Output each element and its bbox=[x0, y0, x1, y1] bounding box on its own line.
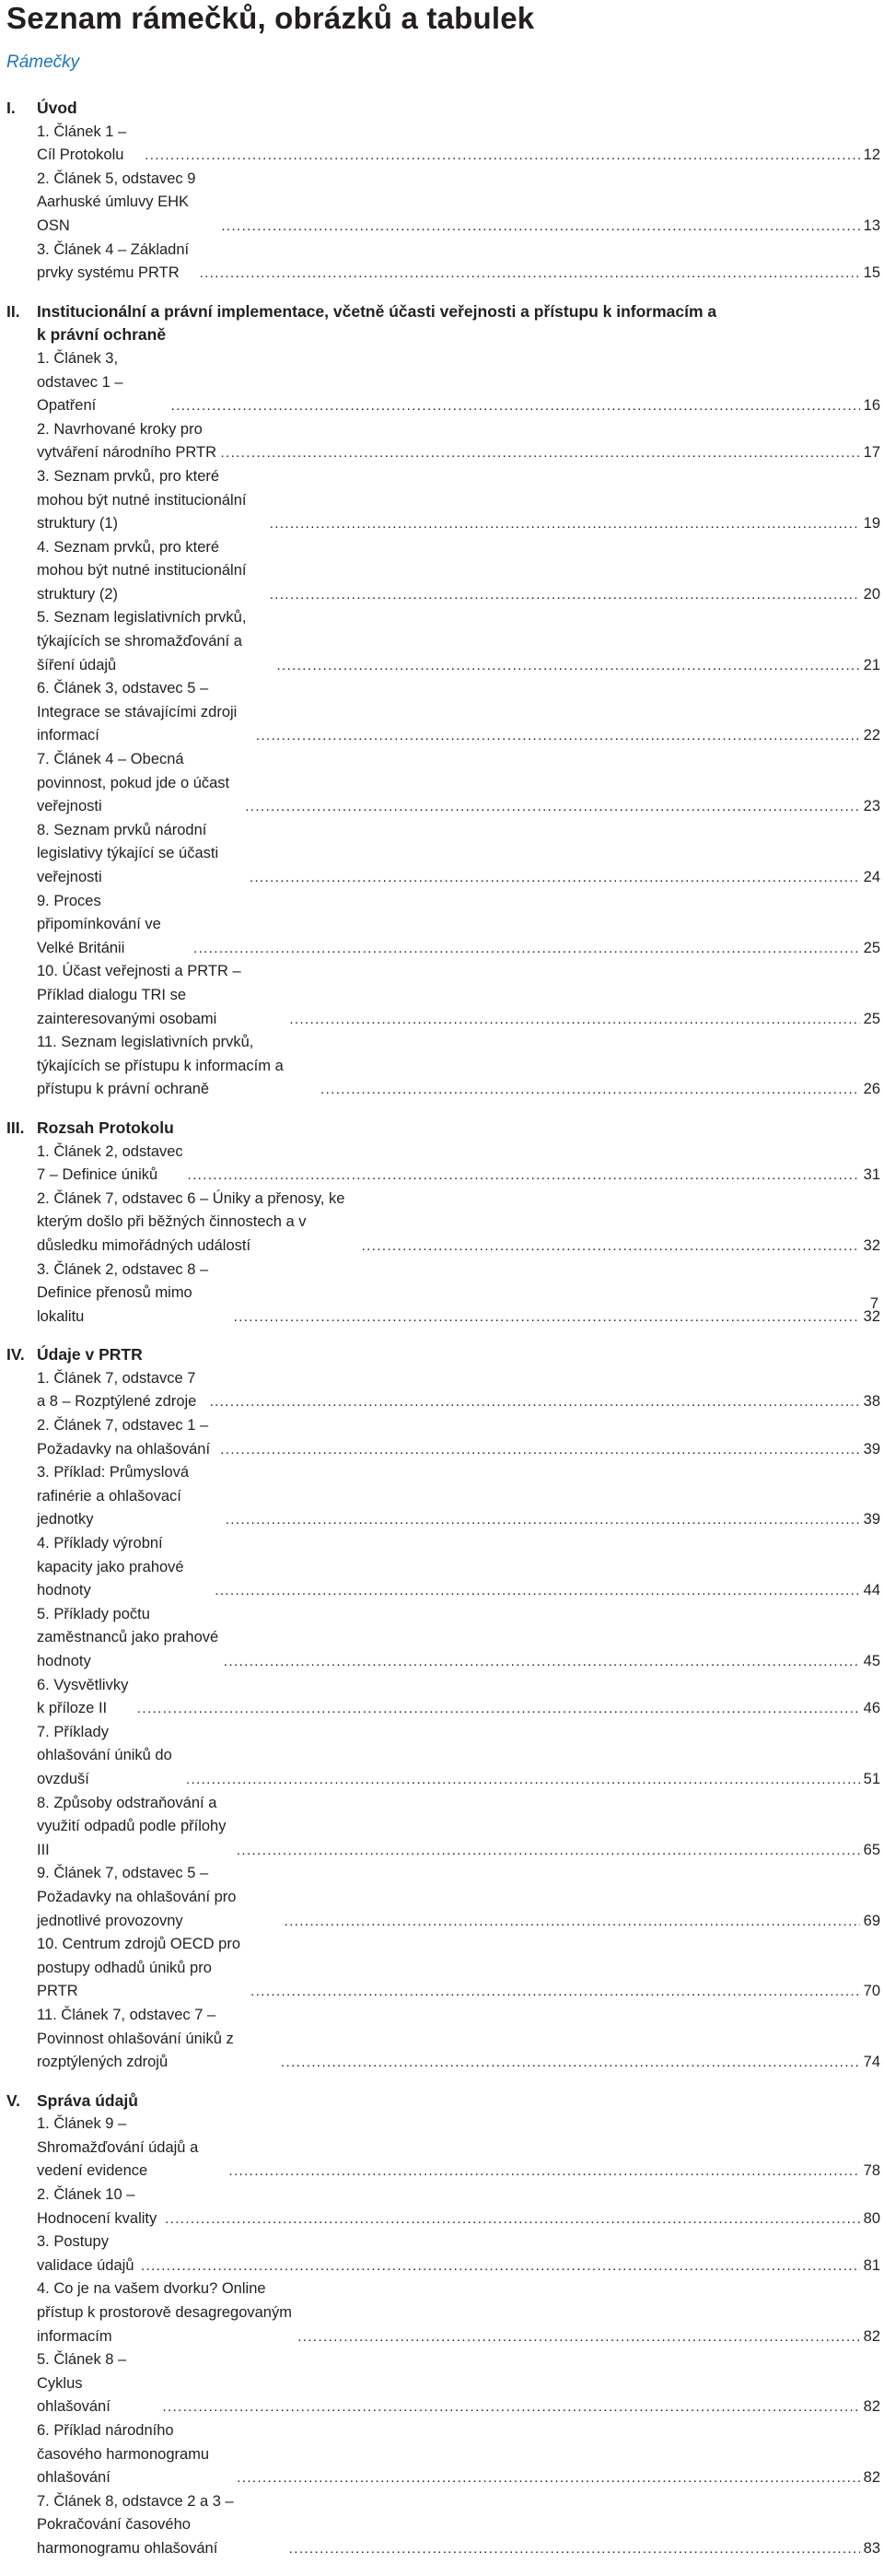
toc-entry[interactable] bbox=[37, 1862, 880, 1933]
toc-entry-title: 3. Příklad: Průmyslová rafinérie a ohlašovací jednotky bbox=[37, 1464, 190, 1528]
toc-entry-title: 8. Seznam prvků národní legislativy týkající se účasti veřejnosti bbox=[37, 821, 219, 885]
toc-entry-page: 32 bbox=[863, 1307, 880, 1325]
toc-entry-page: 70 bbox=[863, 1983, 880, 2000]
toc-entry-title: 8. Způsoby odstraňování a využití odpadů podle přílohy III bbox=[37, 1794, 227, 1858]
dot-leader bbox=[220, 441, 859, 465]
toc-entry[interactable] bbox=[37, 1031, 880, 1102]
toc-entry-page: 82 bbox=[863, 2398, 880, 2416]
dot-leader bbox=[165, 2207, 860, 2231]
toc-entry-page: 31 bbox=[863, 1166, 880, 1184]
section-subtitle: Rámečky bbox=[6, 53, 80, 72]
toc-entry[interactable] bbox=[37, 2490, 880, 2561]
dot-leader bbox=[245, 795, 859, 819]
toc-entry[interactable] bbox=[37, 606, 880, 677]
toc-entry-title: 5. Seznam legislativních prvků, týkajících se shromažďování a šíření údajů bbox=[37, 609, 247, 673]
toc-entry[interactable] bbox=[37, 347, 880, 418]
toc-entry-page: 16 bbox=[863, 397, 880, 415]
toc-entry-page: 26 bbox=[863, 1081, 880, 1098]
section-number: IV. bbox=[6, 1345, 25, 1364]
dot-leader bbox=[270, 583, 860, 607]
toc-entry-title: 11. Seznam legislativních prvků, týkajících se přístupu k informacím a přístupu k právní ochraně bbox=[37, 1034, 284, 1098]
section-title: Rozsah Protokolu bbox=[37, 1118, 174, 1137]
section-title: Správa údajů bbox=[37, 2090, 138, 2110]
toc-entry-title: 2. Článek 7, odstavec 1 – Požadavky na ohlašování bbox=[37, 1417, 211, 1458]
section-heading bbox=[0, 300, 884, 347]
dot-leader bbox=[210, 1390, 860, 1414]
toc-entry[interactable] bbox=[37, 1414, 880, 1461]
toc-entry[interactable] bbox=[37, 1188, 880, 1259]
toc-entry-page: 38 bbox=[863, 1393, 880, 1411]
dot-leader bbox=[200, 262, 860, 286]
toc-entry[interactable] bbox=[37, 2231, 880, 2277]
toc-entry-title: 11. Článek 7, odstavec 7 – Povinnost ohlašování úniků z rozptýlených zdrojů bbox=[37, 2006, 234, 2071]
toc-entry-title: 5. Článek 8 – Cyklus ohlašování bbox=[37, 2351, 127, 2416]
toc-entry-page: 13 bbox=[863, 217, 880, 234]
toc-entry-page: 20 bbox=[863, 585, 880, 603]
toc-entry-title: 4. Příklady výrobní kapacity jako prahové hodnoty bbox=[37, 1535, 184, 1599]
dot-leader bbox=[186, 1768, 860, 1792]
toc-entry[interactable] bbox=[37, 1461, 880, 1532]
toc-entry-title: 7. Příklady ohlašování úniků do ovzduší bbox=[37, 1723, 172, 1787]
toc-entry[interactable] bbox=[37, 960, 880, 1031]
toc-section bbox=[0, 1117, 884, 1329]
dot-leader bbox=[137, 1697, 860, 1721]
dot-leader bbox=[171, 394, 860, 418]
toc-entry[interactable] bbox=[37, 1603, 880, 1674]
dot-leader bbox=[234, 1306, 860, 1329]
dot-leader bbox=[145, 144, 860, 168]
toc-entry-title: 6. Vysvětlivky k příloze II bbox=[37, 1676, 129, 1717]
toc-entry-title: 1. Článek 9 – Shromažďování údajů a vedení evidence bbox=[37, 2115, 199, 2180]
toc-section bbox=[0, 2090, 884, 2561]
dot-leader bbox=[220, 1438, 859, 1462]
toc-entry-title: 3. Postupy validace údajů bbox=[37, 2233, 134, 2274]
toc-entry-title: 1. Článek 1 – Cíl Protokolu bbox=[37, 123, 127, 164]
toc-entry[interactable] bbox=[37, 819, 880, 890]
toc-entry-page: 69 bbox=[863, 1912, 880, 1929]
toc-entry-page: 39 bbox=[863, 1440, 880, 1458]
toc-entry[interactable] bbox=[37, 465, 880, 536]
toc-entry-page: 19 bbox=[863, 515, 880, 533]
toc-entry-title: 10. Centrum zdrojů OECD pro postupy odhadů úniků pro PRTR bbox=[37, 1936, 241, 2000]
toc-entry-title: 6. Příklad národního časového harmonogramu ohlašování bbox=[37, 2422, 210, 2487]
toc-entry-page: 81 bbox=[863, 2256, 880, 2274]
toc-entry-page: 65 bbox=[863, 1841, 880, 1858]
dot-leader bbox=[320, 1078, 860, 1102]
toc-entry-title: 2. Článek 10 – Hodnocení kvality bbox=[37, 2186, 157, 2227]
toc-entry-page: 80 bbox=[863, 2209, 880, 2227]
toc-entry-title: 6. Článek 3, odstavec 5 – Integrace se stávajícími zdroji informací bbox=[37, 680, 238, 744]
section-title: Úvod bbox=[37, 99, 77, 117]
section-heading bbox=[0, 1117, 884, 1141]
toc-entry[interactable] bbox=[37, 1532, 880, 1603]
toc-entry-page: 25 bbox=[863, 1010, 880, 1027]
dot-leader bbox=[226, 1508, 860, 1532]
section-heading bbox=[0, 97, 884, 121]
toc-entry-title: 10. Účast veřejnosti a PRTR – Příklad dialogu TRI se zainteresovanými osobami bbox=[37, 963, 241, 1027]
toc-entry-title: 7. Článek 8, odstavce 2 a 3 – Pokračování časového harmonogramu ohlašování bbox=[37, 2492, 234, 2557]
toc-entry-page: 22 bbox=[863, 727, 880, 744]
section-number: I. bbox=[6, 99, 16, 117]
toc-entry-title: 7. Článek 4 – Obecná povinnost, pokud jde o účast veřejnosti bbox=[37, 751, 230, 815]
toc-entry[interactable] bbox=[37, 239, 880, 286]
dot-leader bbox=[250, 1980, 860, 2004]
toc-section bbox=[0, 97, 884, 286]
toc-entry-title: 2. Článek 5, odstavec 9 Aarhuské úmluvy EHK OSN bbox=[37, 170, 196, 234]
toc-entry-page: 82 bbox=[863, 2327, 880, 2345]
dot-leader bbox=[276, 654, 859, 678]
toc-entry[interactable] bbox=[37, 677, 880, 748]
toc-entry-title: 1. Článek 2, odstavec 7 – Definice úniků bbox=[37, 1142, 183, 1184]
toc-entry-title: 9. Proces připomínkování ve Velké Británii bbox=[37, 892, 161, 956]
toc-entry-title: 2. Navrhované kroky pro vytváření národního PRTR bbox=[37, 420, 217, 462]
toc-entry-page: 44 bbox=[863, 1582, 880, 1599]
dot-leader bbox=[188, 1164, 860, 1188]
toc-entry-title: 3. Článek 4 – Základní prvky systému PRTR bbox=[37, 240, 190, 282]
section-heading bbox=[0, 1343, 884, 1367]
dot-leader bbox=[362, 1235, 860, 1259]
toc-entry[interactable] bbox=[37, 2113, 880, 2184]
toc-entry-page: 46 bbox=[863, 1700, 880, 1717]
toc-entry[interactable] bbox=[37, 536, 880, 607]
section-title: Institucionální a právní implementace, včetně účasti veřejnosti a přístupu k informacím a k právní ochraně bbox=[37, 301, 717, 345]
toc-entry-title: 5. Příklady počtu zaměstnanců jako prahové hodnoty bbox=[37, 1605, 219, 1669]
dot-leader bbox=[285, 1910, 860, 1934]
dot-leader bbox=[270, 512, 860, 536]
toc-entry-title: 4. Co je na vašem dvorku? Online přístup k prostorově desagregovaným informacím bbox=[37, 2280, 292, 2345]
dot-leader bbox=[289, 2537, 860, 2561]
toc-entry-page: 32 bbox=[863, 1236, 880, 1254]
dot-leader bbox=[162, 2395, 859, 2419]
toc-entry[interactable] bbox=[37, 1721, 880, 1792]
toc-section bbox=[0, 1343, 884, 2074]
toc-entry[interactable] bbox=[37, 121, 880, 168]
dot-leader bbox=[281, 2051, 860, 2075]
dot-leader bbox=[289, 1008, 859, 1032]
toc-entry-title: 2. Článek 7, odstavec 6 – Úniky a přenosy, ke kterým došlo při běžných činnostech a v důsledku mimořádných událostí bbox=[37, 1189, 345, 1254]
dot-leader bbox=[221, 215, 859, 239]
dot-leader bbox=[297, 2325, 859, 2349]
toc-entry-page: 83 bbox=[863, 2539, 880, 2557]
toc-entry-title: 3. Článek 2, odstavec 8 – Definice přenosů mimo lokalitu bbox=[37, 1260, 209, 1325]
toc-entry[interactable] bbox=[37, 748, 880, 819]
dot-leader bbox=[224, 1650, 860, 1674]
table-of-contents bbox=[0, 97, 884, 2576]
page-title: Seznam rámečků, obrázků a tabulek bbox=[6, 1, 535, 35]
toc-entry-page: 24 bbox=[863, 869, 880, 885]
toc-entry[interactable] bbox=[37, 2348, 880, 2419]
toc-entry-page: 25 bbox=[863, 939, 880, 956]
toc-entry-page: 74 bbox=[863, 2054, 880, 2071]
toc-entry[interactable] bbox=[37, 168, 880, 239]
toc-entry-page: 12 bbox=[863, 146, 880, 164]
section-number: II. bbox=[6, 301, 20, 321]
toc-entry-title: 3. Seznam prvků, pro které mohou být nutné institucionální struktury (1) bbox=[37, 467, 247, 533]
toc-entry-page: 45 bbox=[863, 1653, 880, 1669]
toc-entry[interactable] bbox=[37, 1367, 880, 1414]
dot-leader bbox=[215, 1579, 859, 1603]
section-title: Údaje v PRTR bbox=[37, 1345, 143, 1364]
toc-entry[interactable] bbox=[37, 1933, 880, 2004]
toc-entry[interactable] bbox=[37, 1674, 880, 1721]
toc-entry[interactable] bbox=[37, 890, 880, 961]
toc-entry[interactable] bbox=[37, 2004, 880, 2075]
toc-entry-page: 39 bbox=[863, 1511, 880, 1528]
toc-entry[interactable] bbox=[37, 1259, 880, 1329]
page-number: 7 bbox=[869, 1295, 878, 1312]
toc-entry-title: 4. Seznam prvků, pro které mohou být nutné institucionální struktury (2) bbox=[37, 538, 247, 603]
toc-section bbox=[0, 300, 884, 1102]
toc-entry-page: 82 bbox=[863, 2469, 880, 2487]
dot-leader bbox=[228, 2160, 859, 2184]
dot-leader bbox=[237, 2466, 859, 2490]
toc-entry-page: 78 bbox=[863, 2162, 880, 2180]
toc-entry-title: 1. Článek 3, odstavec 1 – Opatření bbox=[37, 349, 123, 415]
section-number: V. bbox=[6, 2090, 20, 2110]
dot-leader bbox=[250, 866, 860, 890]
toc-entry[interactable] bbox=[37, 2419, 880, 2490]
toc-entry[interactable] bbox=[37, 1141, 880, 1188]
dot-leader bbox=[193, 937, 860, 961]
dot-leader bbox=[237, 1839, 860, 1863]
dot-leader bbox=[256, 724, 860, 748]
toc-entry[interactable] bbox=[37, 2184, 880, 2231]
toc-entry-page: 51 bbox=[863, 1770, 880, 1787]
toc-entry-page: 21 bbox=[863, 656, 880, 673]
section-number: III. bbox=[6, 1118, 25, 1137]
toc-entry[interactable] bbox=[37, 418, 880, 465]
toc-entry-page: 15 bbox=[863, 264, 880, 282]
toc-entry-title: 9. Článek 7, odstavec 5 – Požadavky na ohlašování pro jednotlivé provozovny bbox=[37, 1865, 237, 1929]
section-heading bbox=[0, 2090, 884, 2113]
toc-entry[interactable] bbox=[37, 1792, 880, 1863]
toc-entry-title: 1. Článek 7, odstavce 7 a 8 – Rozptýlené zdroje bbox=[37, 1369, 197, 1411]
toc-entry[interactable] bbox=[37, 2277, 880, 2348]
toc-entry-page: 17 bbox=[863, 444, 880, 462]
dot-leader bbox=[141, 2254, 860, 2278]
toc-entry-page: 23 bbox=[863, 798, 880, 815]
